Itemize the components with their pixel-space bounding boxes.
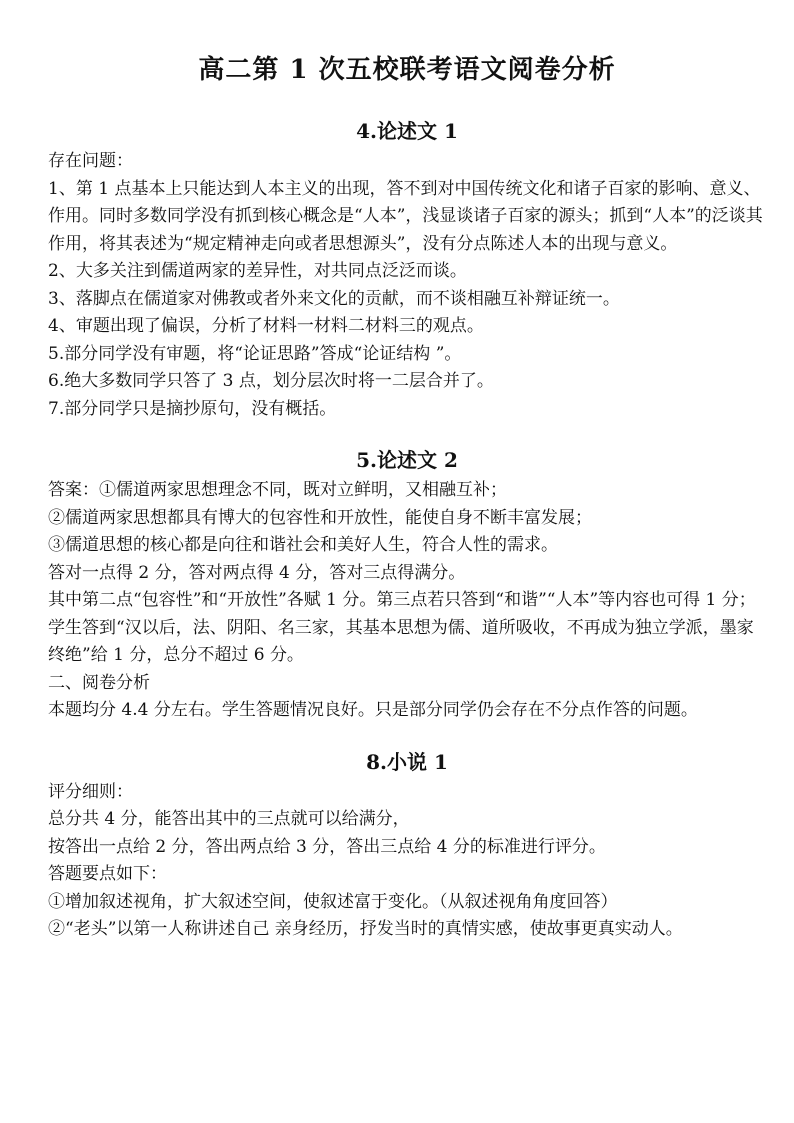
section-heading: 8.小说 1 — [366, 749, 448, 774]
paragraph-line: 其中第二点“包容性”和“开放性”各赋 1 分。第三点若只答到“和谐”“人本”等内容也可得 1 分；学生答到“汉以后，法、阴阳、名三家，其基本思想为儒、道所吸收，不再成为独立学派，墨家终绝”给 1 分，总分不超过 6 分。 — [48, 590, 756, 665]
page-title: 高二第 1 次五校联考语文阅卷分析 — [198, 55, 616, 85]
paragraph-line: 按答出一点给 2 分，答出两点给 3 分，答出三点给 4 分的标准进行评分。 — [48, 836, 606, 857]
paragraph-line: 存在问题： — [48, 151, 133, 171]
paragraph-line: 3、落脚点在儒道家对佛教或者外来文化的贡献，而不谈相融互补辩证统一。 — [48, 288, 620, 309]
paragraph-line: 6.绝大多数同学只答了 3 点，划分层次时将一二层合并了。 — [48, 371, 494, 391]
paragraph-line: ①增加叙述视角，扩大叙述空间，使叙述富于变化。（从叙述视角角度回答） — [48, 891, 618, 912]
paragraph-line: 4、审题出现了偏误，分析了材料一材料二材料三的观点。 — [48, 316, 484, 336]
paragraph-line: 评分细则： — [48, 781, 133, 802]
paragraph-line: 二、阅卷分析 — [48, 672, 150, 693]
paragraph-line: 5.部分同学没有审题，将“论证思路”答成“论证结构 ”。 — [48, 343, 462, 364]
paragraph-line: 7.部分同学只是摘抄原句，没有概括。 — [48, 398, 337, 419]
section-heading: 4.论述文 1 — [356, 119, 458, 143]
paragraph-line: ③儒道思想的核心都是向往和谐社会和美好人生，符合人性的需求。 — [48, 535, 558, 555]
section-spacer — [48, 423, 766, 445]
paragraph-line: 总分共 4 分，能答出其中的三点就可以给满分， — [48, 809, 410, 829]
document-page — [48, 50, 766, 944]
paragraph-line: 答案：①儒道两家思想理念不同，既对立鲜明，又相融互补； — [48, 480, 507, 500]
paragraph-line: 1、第 1 点基本上只能达到人本主义的出现，答不到对中国传统文化和诸子百家的影响、意义、作用。同时多数同学没有抓到核心概念是“人本”，浅显谈诸子百家的源头；抓到“人本”的泛谈其作用，将其表述为“规定精神走向或者思想源头”，没有分点陈述人本的出现与意义。 — [48, 178, 763, 254]
section-argument-essay-2 — [48, 445, 766, 725]
section-heading: 5.论述文 2 — [356, 448, 458, 472]
paragraph-line: ②儒道两家思想都具有博大的包容性和开放性，能使自身不断丰富发展； — [48, 507, 592, 528]
paragraph-line: 2、大多关注到儒道两家的差异性，对共同点泛泛而谈。 — [48, 261, 467, 281]
section-spacer — [48, 725, 766, 747]
paragraph-line: 答题要点如下： — [48, 864, 167, 884]
section-novel-1 — [48, 747, 766, 944]
paragraph-line: ②“老头”以第一人称讲述自己 亲身经历，抒发当时的真情实感，使故事更真实动人。 — [48, 919, 683, 939]
paragraph-line: 本题均分 4.4 分左右。学生答题情况良好。只是部分同学仍会存在不分点作答的问题。 — [48, 700, 698, 720]
paragraph-line: 答对一点得 2 分，答对两点得 4 分，答对三点得满分。 — [48, 562, 466, 583]
section-argument-essay-1 — [48, 116, 766, 423]
